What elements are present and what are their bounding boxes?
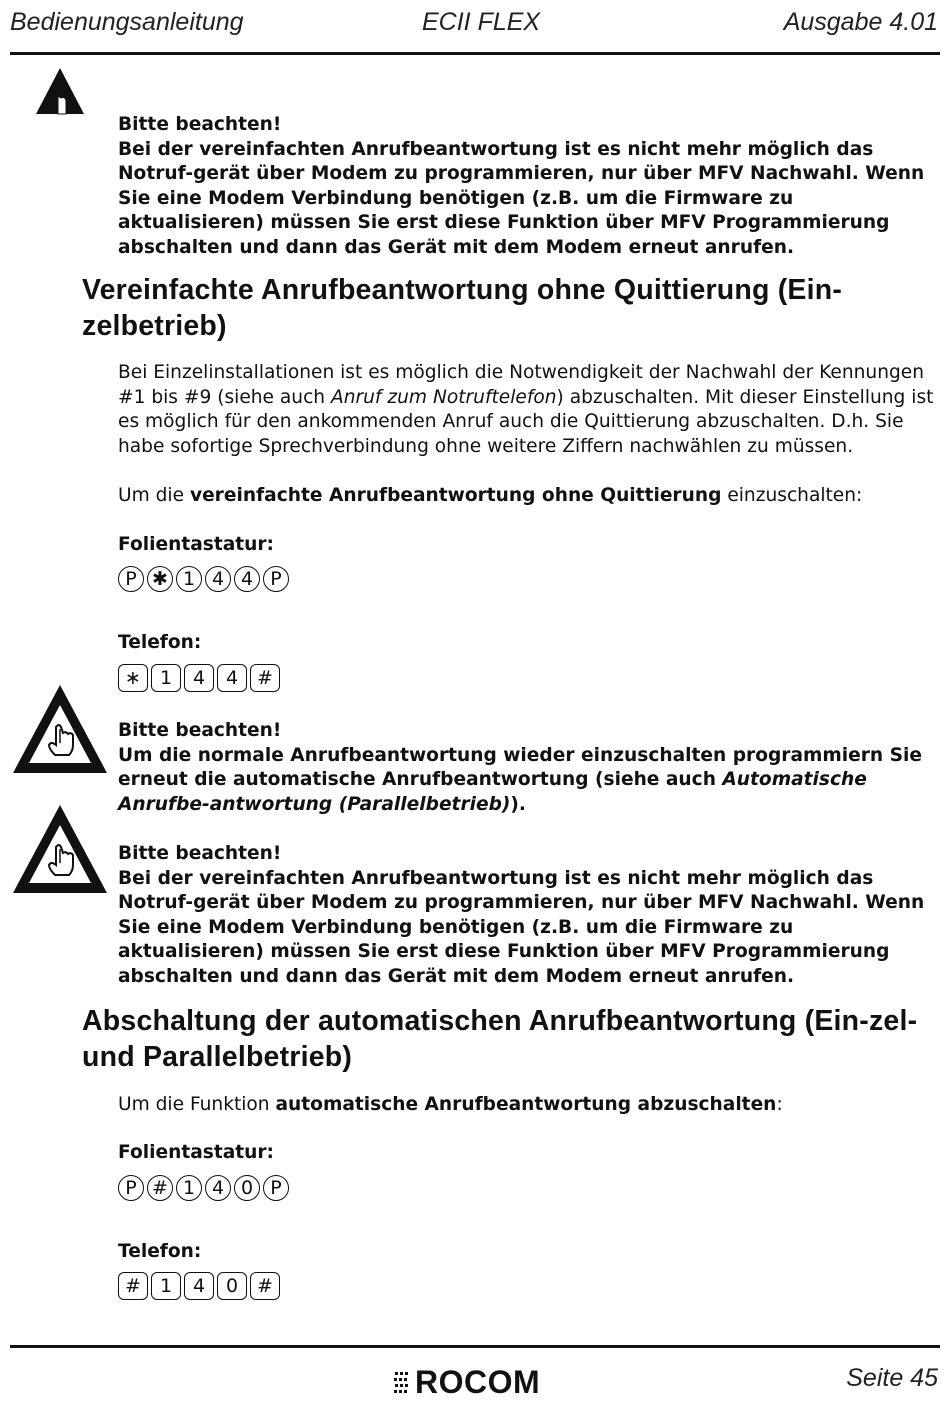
note-3-text: Bei der vereinfachten Anrufbeantwortung ist es nicht mehr möglich das Notruf-gerät über Modem zu programmieren, nur über MFV Nachwahl. Wenn Sie eine Modem Verbindung benötigen (z.B. um die Firmware zu aktualisieren) müssen Sie erst diese Funktion über MFV Programmierung abschalten und dann das Gerät mit dem Modem erneut anrufen. (118, 867, 925, 987)
note-2-text-a: Um die normale Anrufbeantwortung wieder einzuschalten programmiern Sie erneut die automatische Anrufbeantwortung (siehe auch (118, 744, 922, 791)
keypad-key: 4 (205, 1175, 231, 1201)
logo-mark-icon (393, 1370, 411, 1396)
keypad-label: Folientastatur: (118, 534, 274, 555)
section-2-heading: Abschaltung der automatischen Anrufbeantwortung (Ein-zel- und Parallelbetrieb) (82, 1005, 918, 1073)
keypad-key: P (118, 1175, 144, 1201)
section-1-paragraph-text: Bei Einzelinstallationen ist es möglich die Notwendigkeit der Nachwahl der Kennungen #1 bis #9 (siehe auch (118, 362, 925, 408)
keypad-key: 4 (234, 566, 260, 592)
header-product: ECII FLEX (422, 8, 541, 36)
keypad-key: 1 (176, 1175, 202, 1201)
keypad-key: 0 (234, 1175, 260, 1201)
keypad-key: P (263, 1175, 289, 1201)
note-2-title: Bitte beachten! (118, 720, 282, 741)
note-2-text-b: ). (510, 793, 526, 815)
footer-rule (10, 1345, 940, 1348)
phone-key: 0 (217, 1272, 247, 1300)
note-1-text: Bei der vereinfachten Anrufbeantwortung ist es nicht mehr möglich das Notruf-gerät über Modem zu programmieren, nur über MFV Nachwahl. Wenn Sie eine Modem Verbindung benötigen (z.B. um die Firmware zu aktualisieren) müssen Sie erst diese Funktion über MFV Programmierung abschalten und dann das Gerät mit dem Modem erneut anrufen. (118, 138, 925, 258)
warning-hand-icon (11, 683, 109, 775)
section-1-paragraph-text-2: ) abzuschalten. Mit dieser Einstellung ist es möglich für den ankommenden Anruf auch die Quittierung abzuschalten. D.h. Sie habe sofortige Sprechverbindung ohne weitere Ziffern nachwählen zu müssen. (118, 386, 934, 457)
phone-label: Telefon: (118, 1241, 202, 1262)
phone-sequence-2 (118, 1272, 280, 1300)
phone-key: 1 (151, 1272, 181, 1300)
warning-hand-icon (34, 66, 86, 116)
phone-label: Telefon: (118, 632, 202, 653)
keypad-key: ✱ (147, 566, 173, 592)
keypad-key: # (147, 1175, 173, 1201)
phone-key: # (250, 664, 280, 692)
note-1 (118, 113, 938, 261)
header-manual-title: Bedienungsanleitung (10, 8, 244, 36)
note-3 (118, 842, 938, 990)
instruction-text-2: : (776, 1094, 783, 1115)
phone-key: # (118, 1272, 148, 1300)
keypad-key: P (118, 566, 144, 592)
instruction-function-name: vereinfachte Anrufbeantwortung ohne Quittierung (189, 485, 722, 506)
note-1-title: Bitte beachten! (118, 114, 282, 135)
instruction-text-2: einzuschalten: (721, 485, 863, 506)
page-number: Seite 45 (846, 1364, 938, 1392)
section-2-instruction (118, 1093, 938, 1118)
rocom-logo (393, 1364, 540, 1401)
phone-key: # (250, 1272, 280, 1300)
phone-key: 4 (184, 1272, 214, 1300)
instruction-text: Um die Funktion (118, 1094, 276, 1115)
phone-key: 4 (184, 664, 214, 692)
keypad-key: 1 (176, 566, 202, 592)
phone-key: 4 (217, 664, 247, 692)
phone-sequence-1 (118, 664, 280, 692)
instruction-text: Um die (118, 485, 190, 506)
header-rule (10, 52, 940, 55)
keypad-sequence-1 (118, 566, 289, 592)
note-2 (118, 719, 938, 817)
note-2-text (118, 744, 938, 818)
section-1-heading: Vereinfachte Anrufbeantwortung ohne Quittierung (Ein-zelbetrieb) (82, 274, 843, 342)
section-1-paragraph (118, 361, 938, 459)
header-edition: Ausgabe 4.01 (783, 8, 938, 36)
instruction-function-name: automatische Anrufbeantwortung abzuschalten (275, 1094, 777, 1115)
note-3-title: Bitte beachten! (118, 843, 282, 864)
phone-key: ∗ (118, 664, 148, 692)
cross-reference-link: Automatische Anrufbe-antwortung (Parallelbetrieb) (118, 769, 867, 815)
keypad-label: Folientastatur: (118, 1142, 274, 1163)
logo-text: ROCOM (415, 1364, 541, 1400)
keypad-sequence-2 (118, 1175, 289, 1201)
cross-reference-link: Anruf zum Notruftelefon (330, 386, 557, 408)
phone-key: 1 (151, 664, 181, 692)
section-1-instruction (118, 484, 938, 509)
keypad-key: P (263, 566, 289, 592)
warning-hand-icon (11, 803, 109, 895)
keypad-key: 4 (205, 566, 231, 592)
